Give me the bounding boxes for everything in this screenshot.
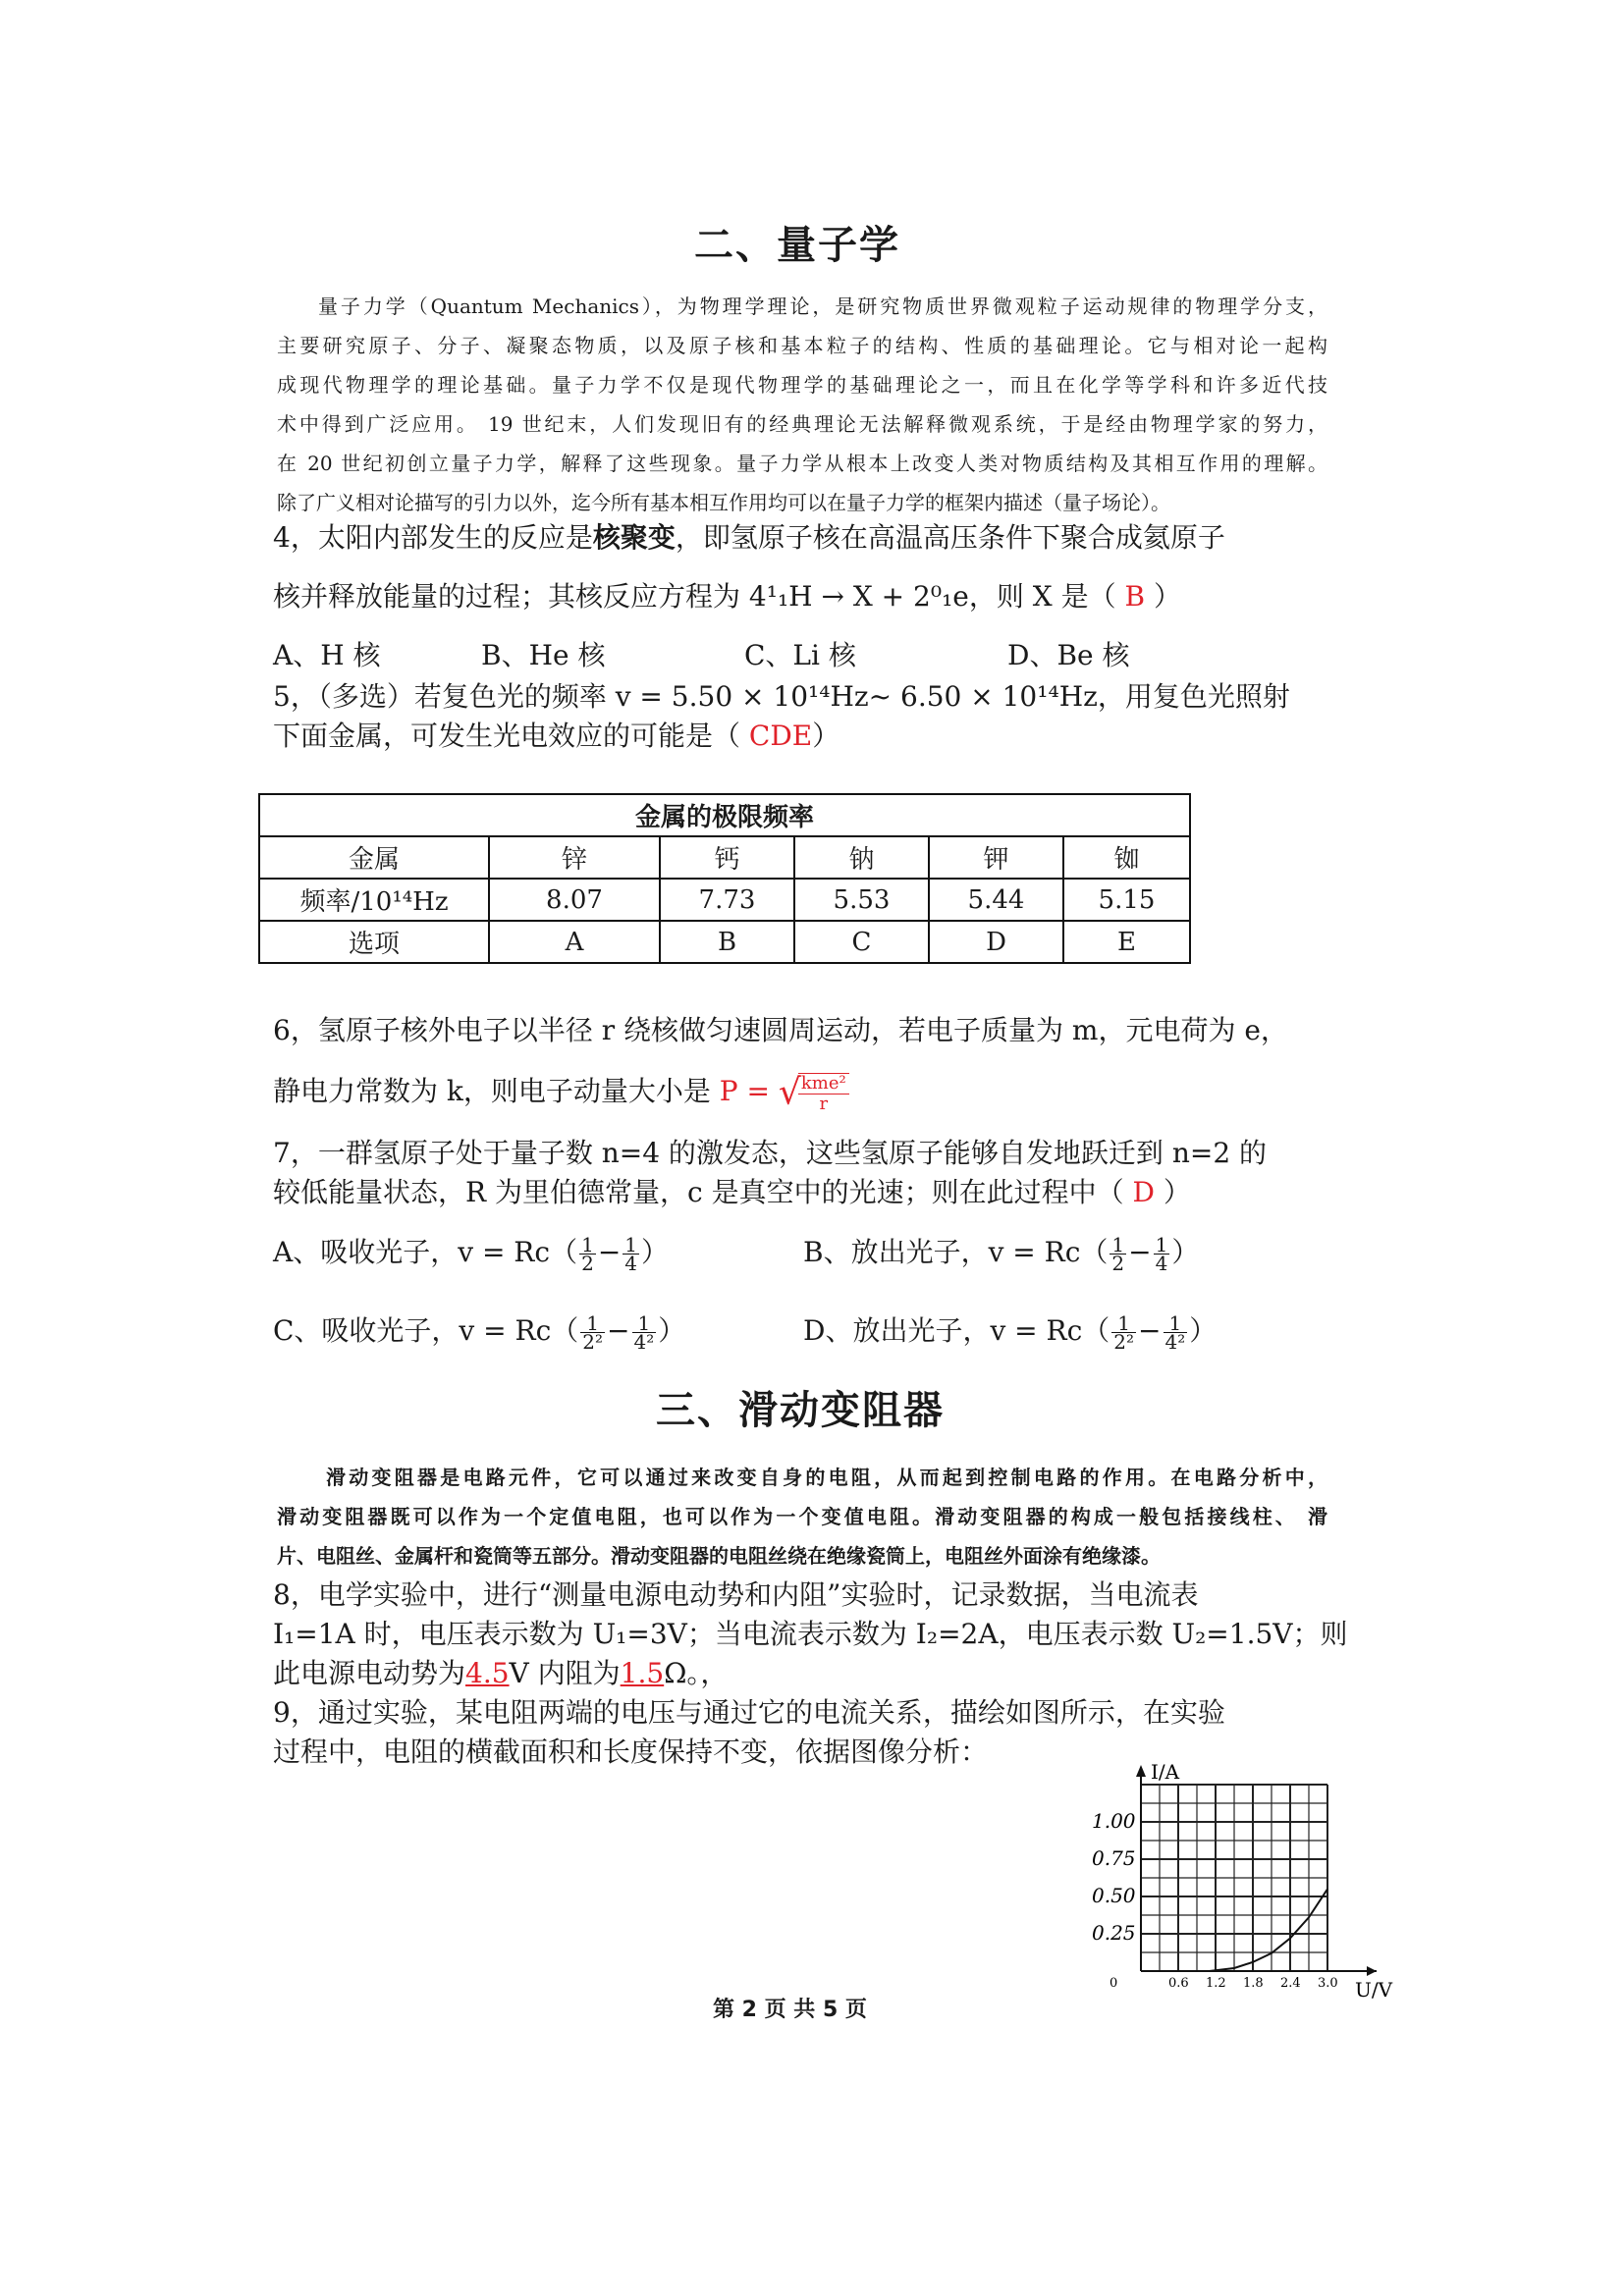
q4-equation: 4¹₁H → X + 2⁰₁e — [748, 580, 969, 613]
y-tick-label: 0.50 — [1092, 1884, 1136, 1907]
paren: ） — [1171, 1236, 1200, 1268]
y-tick-label: 0.25 — [1092, 1921, 1136, 1945]
x-axis-label: U/V — [1355, 1978, 1393, 2002]
q8-resistance-answer: 1.5 — [620, 1657, 665, 1689]
question-8-line2: I₁=1A 时，电压表示数为 U₁=3V；当电流表示数为 I₂=2A，电压表示数 U₂=1.5V；则 — [273, 1618, 1348, 1650]
numerator: 1 — [632, 1314, 657, 1333]
fraction — [1111, 1311, 1136, 1354]
intro-line: 除了广义相对论描写的引力以外，迄今所有基本相互作用均可以在量子力学的框架内描述（量子场论）。 — [277, 491, 1170, 514]
page-footer: 第 2 页 共 5 页 — [713, 1998, 867, 2022]
q7-option-d: D、放出光子，v = Rc（ $\frac{1}{\text{2²}}$ − $\frac{1}{\text{4²}}$ ） — [803, 1311, 1218, 1354]
question-8-line3 — [273, 1654, 728, 1693]
paren: ） — [641, 1236, 670, 1268]
intro-line: 量子力学（Quantum Mechanics），为物理学理论，是研究物质世界微观粒子运动规律的物理学分支， — [318, 294, 1327, 318]
table-cell: C — [794, 921, 929, 963]
numerator: 1 — [624, 1233, 638, 1256]
table-cell: 选项 — [259, 921, 489, 963]
q7-text: 较低能量状态，R 为里伯德常量，c 是真空中的光速；则在此过程中（ — [273, 1176, 1124, 1208]
q8-text: 此电源电动势为 — [273, 1657, 466, 1689]
rheostat-intro — [277, 1458, 1327, 1575]
question-6-line1: 6，氢原子核外电子以半径 r 绕核做匀速圆周运动，若电子质量为 m，元电荷为 e， — [273, 1014, 1288, 1046]
table-cell: 7.73 — [660, 879, 794, 921]
table-cell: E — [1063, 921, 1190, 963]
y-tick-label: 0.75 — [1092, 1846, 1136, 1870]
q4-fusion: 核聚变 — [592, 521, 676, 554]
y-axis-label: I/A — [1151, 1760, 1180, 1784]
denominator: 4 — [624, 1252, 638, 1275]
x-tick-label: 0.6 — [1168, 1976, 1189, 1991]
iv-chart — [1070, 1757, 1393, 2012]
question-7-line2 — [273, 1173, 1191, 1212]
q7-option-label: A、吸收光子，v = Rc（ — [273, 1236, 578, 1268]
x-tick-label: 2.4 — [1280, 1976, 1301, 1991]
question-5-line1: 5，（多选）若复色光的频率 v = 5.50 × 10¹⁴Hz~ 6.50 × 10¹⁴Hz，用复色光照射 — [273, 680, 1290, 713]
intro-line: 成现代物理学的理论基础。量子力学不仅是现代物理学的基础理论之一，而且在化学等学科和许多近代技 — [277, 373, 1327, 397]
q5-text: ） — [812, 720, 840, 752]
numerator: 1 — [1111, 1314, 1136, 1333]
q6-numerator: kme² — [798, 1074, 849, 1095]
table-cell: 钾 — [929, 836, 1063, 879]
table-cell: A — [489, 921, 660, 963]
table-cell: D — [929, 921, 1063, 963]
x-tick-label: 1.8 — [1243, 1976, 1264, 1991]
quantum-intro — [277, 287, 1327, 522]
x-tick-label: 3.0 — [1318, 1976, 1338, 1991]
fraction — [580, 1311, 605, 1354]
q4-answer: B — [1124, 580, 1146, 613]
q4-option-a: A、H 核 — [273, 639, 381, 671]
q5-text: 下面金属，可发生光电效应的可能是（ — [273, 720, 741, 752]
question-9-line2: 过程中，电阻的横截面积和长度保持不变，依据图像分析： — [273, 1735, 989, 1768]
table-cell: 5.15 — [1063, 879, 1190, 921]
section-title-quantum: 二、量子学 — [694, 223, 900, 268]
fraction — [1154, 1233, 1170, 1275]
intro-line: 片、电阻丝、金属杆和瓷筒等五部分。滑动变阻器的电阻丝绕在绝缘瓷筒上，电阻丝外面涂有绝缘漆。 — [277, 1544, 1161, 1568]
q7-option-c: C、吸收光子，v = Rc（ $\frac{1}{\text{2²}}$ − $\frac{1}{\text{4²}}$ ） — [273, 1311, 686, 1354]
denominator: 4² — [633, 1330, 655, 1354]
question-8-line1: 8，电学实验中，进行“测量电源电动势和内阻”实验时，记录数据，当电流表 — [273, 1578, 1199, 1611]
fraction — [579, 1233, 596, 1275]
q6-text: 静电力常数为 k，则电子动量大小是 — [273, 1075, 720, 1107]
table-cell: 8.07 — [489, 879, 660, 921]
table-cell: 钠 — [794, 836, 929, 879]
fraction — [1110, 1233, 1126, 1275]
intro-line: 在 20 世纪初创立量子力学，解释了这些现象。量子力学从根本上改变人类对物质结构及其相互作用的理解。 — [277, 452, 1327, 475]
numerator: 1 — [1111, 1233, 1125, 1256]
section-title-rheostat: 三、滑动变阻器 — [656, 1388, 945, 1433]
q6-answer — [719, 1072, 849, 1114]
numerator: 1 — [580, 1314, 605, 1333]
fraction — [632, 1311, 657, 1354]
fraction — [623, 1233, 639, 1275]
q7-answer: D — [1132, 1176, 1155, 1208]
numerator: 1 — [1155, 1233, 1168, 1256]
x-tick-label: 1.2 — [1206, 1976, 1226, 1991]
q6-denominator: r — [819, 1093, 829, 1114]
q4-option-d: D、Be 核 — [1007, 639, 1130, 671]
q8-text: V 内阻为 — [509, 1657, 621, 1689]
intro-line: 滑动变阻器既可以作为一个定值电阻，也可以作为一个变值电阻。滑动变阻器的构成一般包括接线柱、 滑 — [277, 1505, 1327, 1528]
intro-line: 主要研究原子、分子、凝聚态物质，以及原子核和基本粒子的结构、性质的基础理论。它与相对论一起构 — [277, 334, 1327, 357]
table-cell: B — [660, 921, 794, 963]
table-cell: 钙 — [660, 836, 794, 879]
q8-emf-answer: 4.5 — [465, 1657, 510, 1689]
question-7-line1: 7，一群氢原子处于量子数 n=4 的激发态，这些氢原子能够自发地跃迁到 n=2 的 — [273, 1137, 1268, 1169]
table-row — [259, 879, 1190, 921]
x-tick-label: 0 — [1110, 1976, 1118, 1991]
denominator: 2² — [1113, 1330, 1135, 1354]
table-row — [259, 921, 1190, 963]
x-axis-arrow-icon — [1367, 1966, 1377, 1976]
q6-fraction — [798, 1073, 849, 1114]
table-cell: 5.53 — [794, 879, 929, 921]
q5-answer: CDE — [748, 720, 813, 752]
table-row — [259, 836, 1190, 879]
table-cell: 铷 — [1063, 836, 1190, 879]
q8-text: Ω。， — [664, 1657, 729, 1689]
metal-threshold-table — [258, 793, 1191, 964]
q4-text: ，即氢原子核在高温高压条件下聚合成氦原子 — [675, 521, 1225, 554]
fraction — [1164, 1311, 1188, 1354]
denominator: 4 — [1155, 1252, 1168, 1275]
q4-text: 4，太阳内部发生的反应是 — [273, 521, 593, 554]
numerator: 1 — [1164, 1314, 1188, 1333]
q4-text: ） — [1154, 580, 1182, 613]
q4-text: 核并释放能量的过程；其核反应方程为 — [273, 580, 749, 613]
sqrt-icon: √ — [778, 1072, 801, 1113]
denominator: 2 — [1111, 1252, 1125, 1275]
table-caption: 金属的极限频率 — [259, 794, 1190, 836]
table-cell: 锌 — [489, 836, 660, 879]
denominator: 2² — [582, 1330, 604, 1354]
question-4-line2 — [273, 577, 1181, 616]
q7-option-label: D、放出光子，v = Rc（ — [803, 1314, 1110, 1347]
y-tick-label: 1.00 — [1092, 1809, 1136, 1833]
q7-option-b: B、放出光子，v = Rc（ $\frac{1}{2}$ − $\frac{1}{4}$ ） — [803, 1233, 1200, 1275]
denominator: 2 — [581, 1252, 594, 1275]
intro-line: 术中得到广泛应用。 19 世纪末，人们发现旧有的经典理论无法解释微观系统，于是经由物理学家的努力， — [277, 412, 1327, 436]
q4-option-c: C、Li 核 — [744, 639, 856, 671]
question-6-line2 — [273, 1072, 849, 1114]
q6-answer-lhs: P = — [719, 1075, 770, 1107]
table-cell: 频率/10¹⁴Hz — [259, 879, 489, 921]
q7-option-a: A、吸收光子，v = Rc（ $\frac{1}{2}$ − $\frac{1}{4}$ ） — [273, 1233, 670, 1275]
paren: ） — [1189, 1314, 1218, 1347]
paren: ） — [658, 1314, 686, 1347]
numerator: 1 — [581, 1233, 594, 1256]
iv-curve — [1210, 1889, 1327, 1971]
q7-option-label: C、吸收光子，v = Rc（ — [273, 1314, 579, 1347]
question-4-line1 — [273, 518, 1225, 558]
table-cell: 金属 — [259, 836, 489, 879]
intro-line: 滑动变阻器是电路元件，它可以通过来改变自身的电阻，从而起到控制电路的作用。在电路分析中， — [326, 1466, 1327, 1489]
table-caption-row — [259, 794, 1190, 836]
denominator: 4² — [1164, 1330, 1186, 1354]
question-9-line1: 9，通过实验，某电阻两端的电压与通过它的电流关系，描绘如图所示，在实验 — [273, 1696, 1225, 1729]
q7-option-label: B、放出光子，v = Rc（ — [803, 1236, 1109, 1268]
q7-text: ） — [1163, 1176, 1191, 1208]
q4-text: ，则 X 是（ — [968, 580, 1116, 613]
question-5-line2 — [273, 717, 839, 756]
table-cell: 5.44 — [929, 879, 1063, 921]
y-axis-arrow-icon — [1136, 1765, 1146, 1777]
q4-option-b: B、He 核 — [481, 639, 606, 671]
